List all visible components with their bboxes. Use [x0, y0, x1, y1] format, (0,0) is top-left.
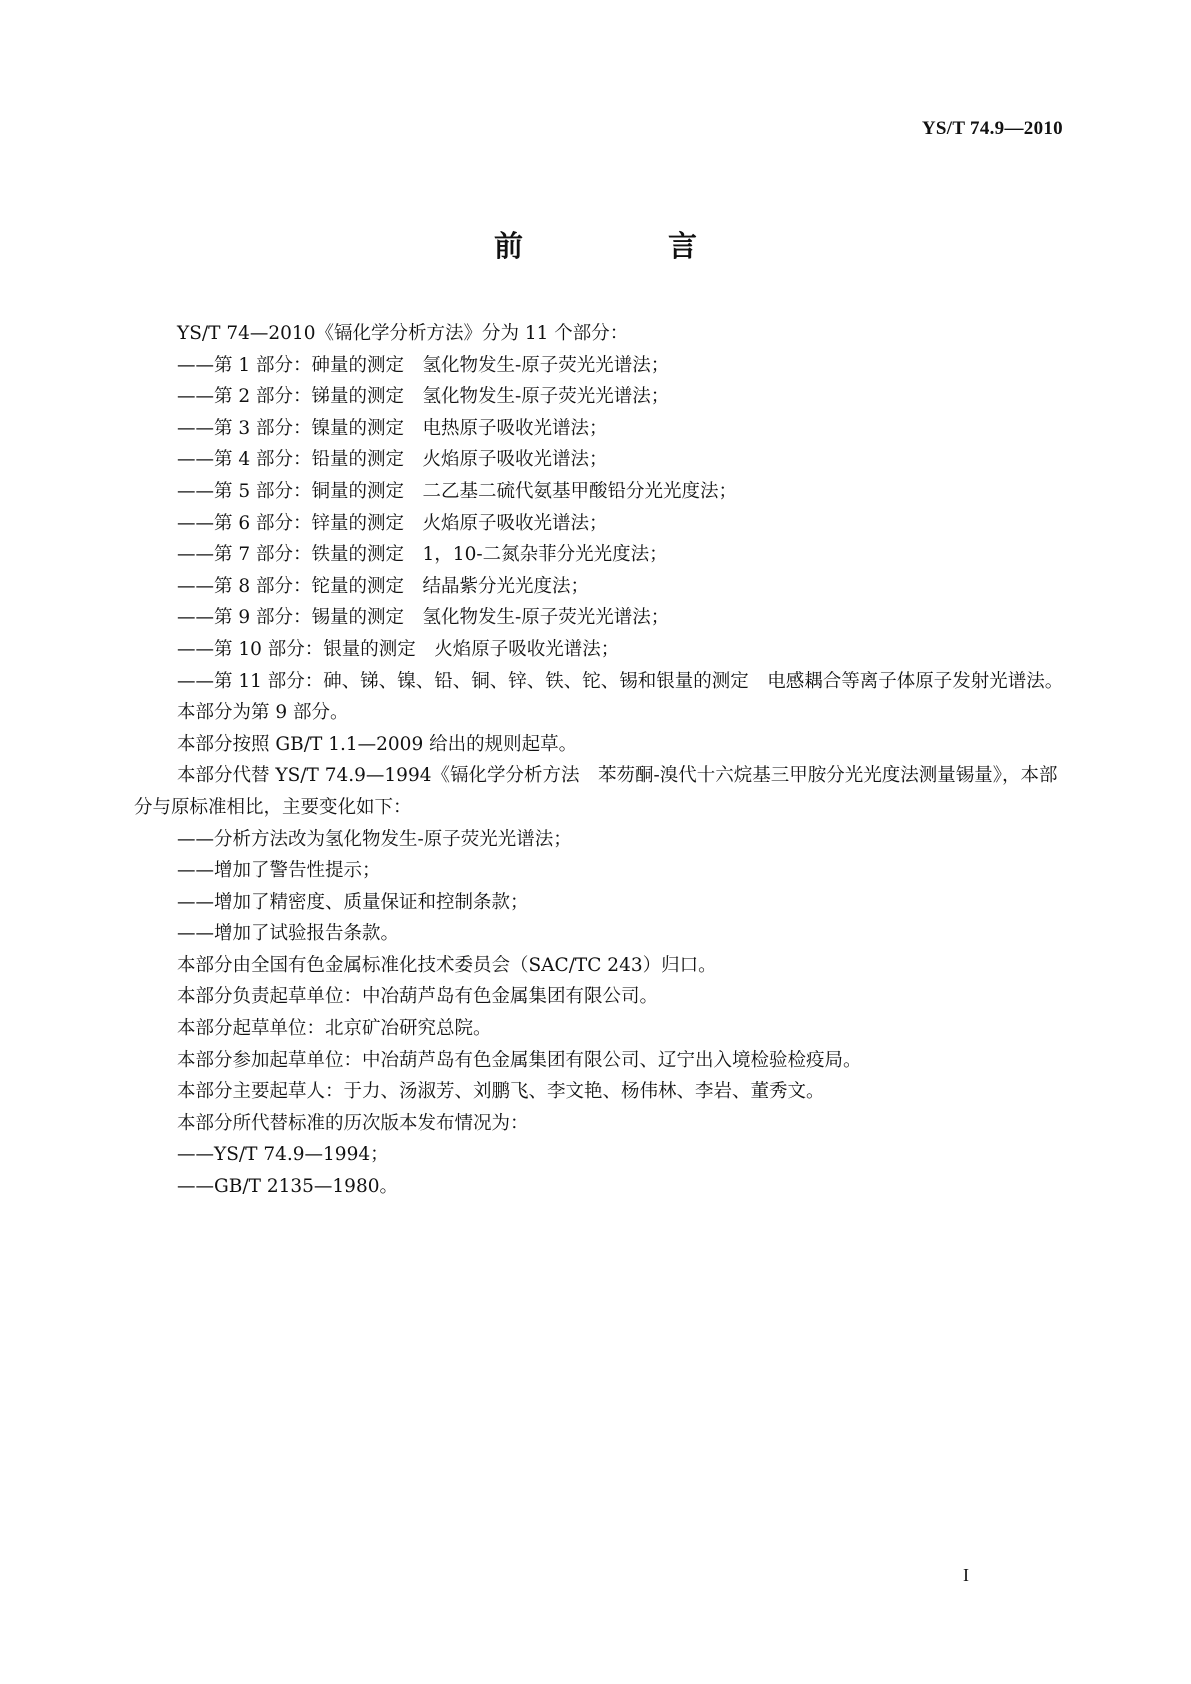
list-item: ——增加了试验报告条款。 — [177, 923, 400, 945]
paragraph: 本部分主要起草人：于力、汤淑芳、刘鹏飞、李文艳、杨伟林、李岩、董秀文。 — [177, 1081, 825, 1103]
list-item: ——第 4 部分：铅量的测定 火焰原子吸收光谱法； — [177, 449, 608, 471]
list-item: ——第 2 部分：锑量的测定 氢化物发生-原子荧光光谱法； — [177, 386, 670, 408]
list-item: ——增加了警告性提示； — [177, 860, 381, 882]
list-item: ——分析方法改为氢化物发生-原子荧光光谱法； — [177, 828, 572, 850]
paragraph: YS/T 74—2010《镉化学分析方法》分为 11 个部分： — [177, 323, 629, 344]
list-item: ——第 8 部分：铊量的测定 结晶紫分光光度法； — [177, 575, 590, 597]
list-item: ——第 5 部分：铜量的测定 二乙基二硫代氨基甲酸铅分光光度法； — [177, 480, 738, 502]
paragraph: 本部分按照 GB/T 1.1—2009 给出的规则起草。 — [177, 733, 578, 755]
paragraph: 本部分代替 YS/T 74.9—1994《镉化学分析方法 苯芴酮-溴代十六烷基三甲胺分光光度法测量锡量》，本部分与原标准相比，主要变化如下： — [134, 765, 1058, 818]
list-item: ——第 11 部分：砷、锑、镍、铅、铜、锌、铁、铊、锡和银量的测定 电感耦合等离子体原子发射光谱法。 — [177, 670, 1064, 692]
page-number: I — [963, 1565, 969, 1585]
paragraph: 本部分起草单位：北京矿冶研究总院。 — [177, 1018, 492, 1040]
foreword-body — [134, 318, 1064, 1203]
list-item: ——第 1 部分：砷量的测定 氢化物发生-原子荧光光谱法； — [177, 354, 670, 376]
paragraph: 本部分负责起草单位：中冶葫芦岛有色金属集团有限公司。 — [177, 986, 659, 1008]
list-item: ——第 7 部分：铁量的测定 1，10-二氮杂菲分光光度法； — [177, 544, 668, 566]
list-item: ——YS/T 74.9—1994； — [177, 1144, 389, 1166]
list-item: ——第 9 部分：锡量的测定 氢化物发生-原子荧光光谱法； — [177, 607, 670, 629]
list-item: ——GB/T 2135—1980。 — [177, 1176, 398, 1198]
paragraph: 本部分为第 9 部分。 — [177, 702, 349, 724]
list-item: ——增加了精密度、质量保证和控制条款； — [177, 891, 529, 913]
page-title: 前 言 — [493, 229, 755, 263]
paragraph: 本部分所代替标准的历次版本发布情况为： — [177, 1112, 529, 1134]
paragraph: 本部分由全国有色金属标准化技术委员会（SAC/TC 243）归口。 — [177, 954, 717, 976]
list-item: ——第 6 部分：锌量的测定 火焰原子吸收光谱法； — [177, 512, 608, 534]
list-item: ——第 3 部分：镍量的测定 电热原子吸收光谱法； — [177, 417, 608, 439]
list-item: ——第 10 部分：银量的测定 火焰原子吸收光谱法； — [177, 638, 620, 660]
paragraph: 本部分参加起草单位：中冶葫芦岛有色金属集团有限公司、辽宁出入境检验检疫局。 — [177, 1049, 862, 1071]
standard-code-header: YS/T 74.9—2010 — [921, 118, 1063, 139]
